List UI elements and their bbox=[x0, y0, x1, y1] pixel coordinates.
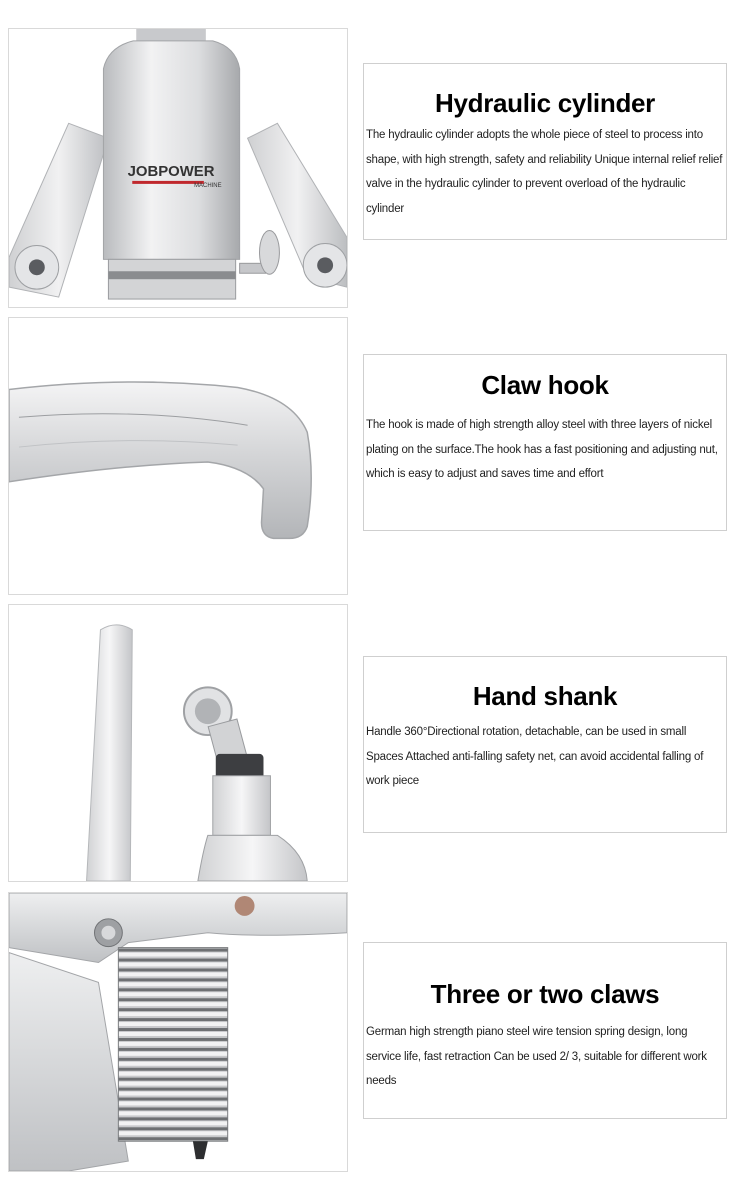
feature-card-claw-hook bbox=[363, 354, 727, 531]
feature-card-hand-shank bbox=[363, 656, 727, 833]
feature-title: Hydraulic cylinder bbox=[434, 88, 656, 118]
hand-shank-photo bbox=[8, 604, 348, 882]
feature-title: Three or two claws bbox=[430, 979, 660, 1009]
feature-description: German high strength piano steel wire tension spring design, long service life, fast retraction Can be used 2/ 3, suitable for different work needs bbox=[366, 1026, 707, 1087]
feature-description: The hook is made of high strength alloy steel with three layers of nickel plating on the surface.The hook has a fast positioning and adjusting nut, which is easy to adjust and saves time and effort bbox=[366, 419, 718, 480]
feature-card-hydraulic-cylinder bbox=[363, 63, 727, 240]
feature-title: Hand shank bbox=[472, 681, 618, 711]
feature-title: Claw hook bbox=[481, 370, 609, 400]
feature-card-three-or-two-claws bbox=[363, 942, 727, 1119]
feature-description: The hydraulic cylinder adopts the whole piece of steel to process into shape, with high strength, safety and reliability Unique internal relief relief valve in the hydraulic cylinder to prevent overload of the hydraulic cylinder bbox=[366, 129, 723, 215]
brand-logo-subtext: MACHINE bbox=[194, 182, 222, 189]
feature-description: Handle 360°Directional rotation, detachable, can be used in small Spaces Attached anti-falling safety net, can avoid accidental falling of work piece bbox=[366, 726, 704, 787]
spring-claws-photo bbox=[8, 892, 348, 1172]
brand-logo-text: JOBPOWER bbox=[127, 163, 215, 180]
hydraulic-cylinder-photo bbox=[8, 28, 348, 308]
claw-hook-photo bbox=[8, 317, 348, 595]
